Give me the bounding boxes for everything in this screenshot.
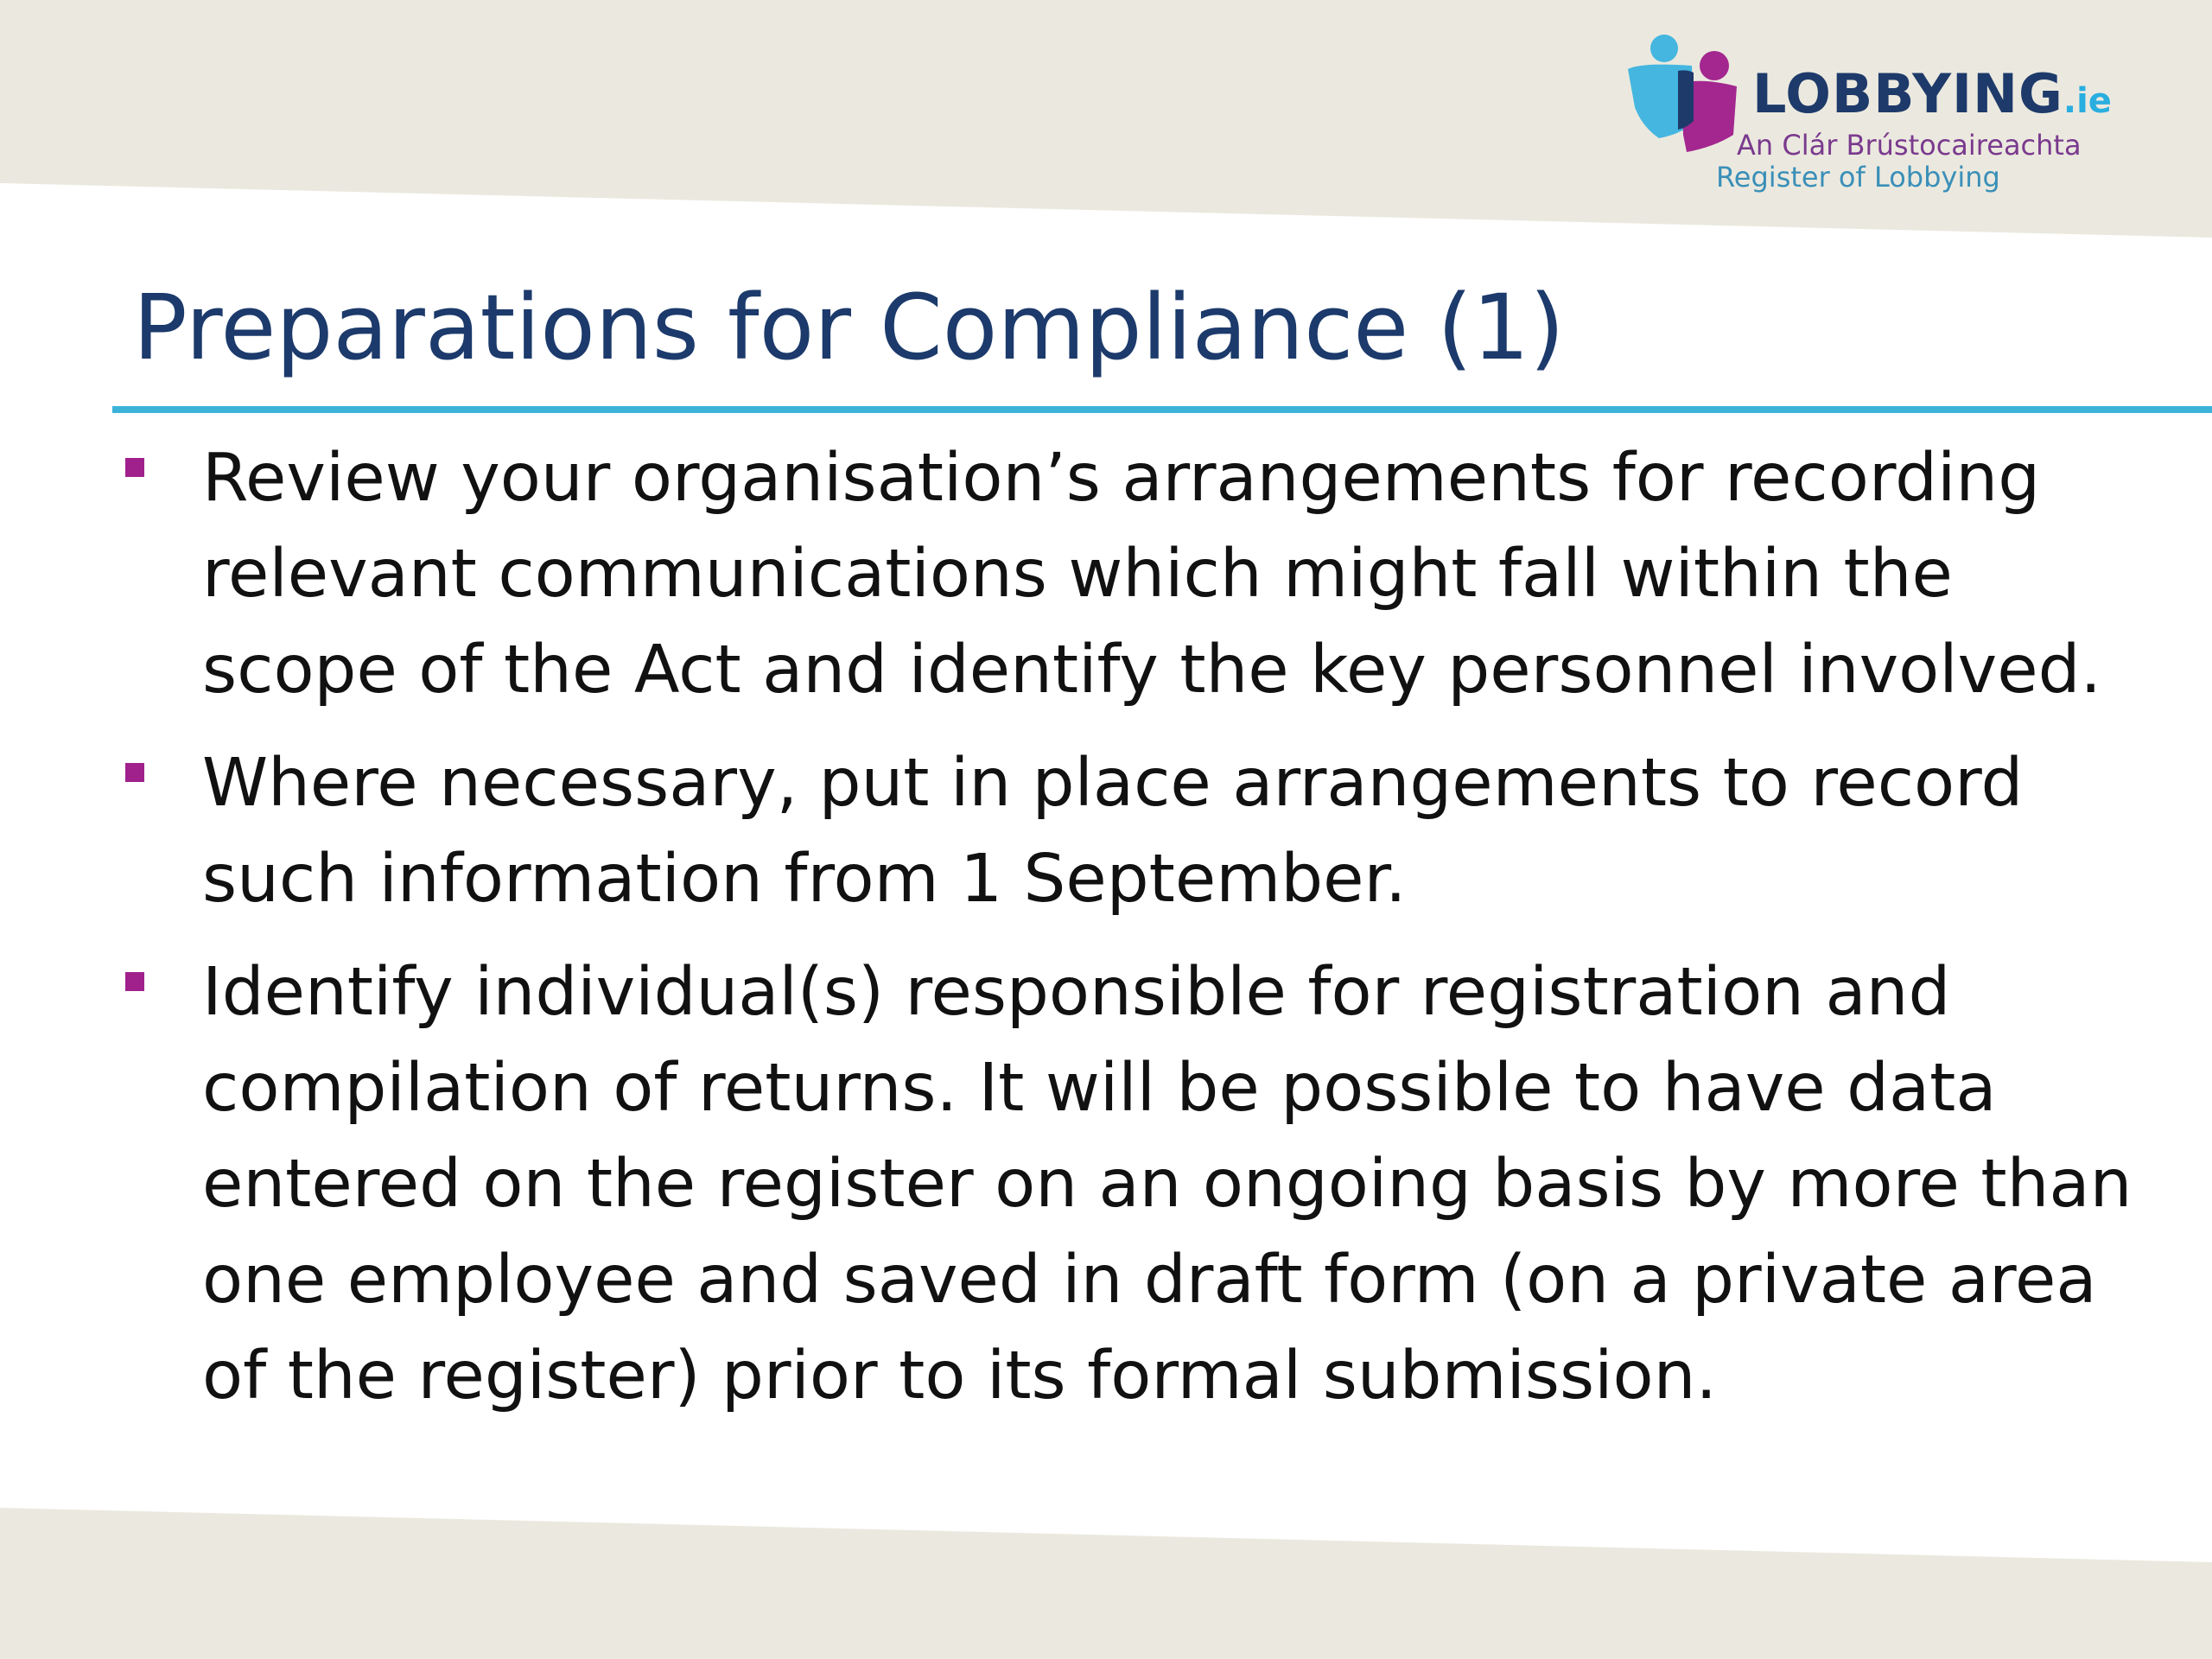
bullet-item <box>121 944 2134 1424</box>
bottom-band <box>0 1508 2212 1659</box>
bullet-text: Identify individual(s) responsible for registration and compilation of returns. It will be possible to have data entered on the register on an ongoing basis by more than one employee and saved in draft form (on a private area of the register) prior to its formal submission. <box>202 954 2133 1414</box>
purple-person-head <box>1700 51 1729 80</box>
navy-overlap <box>1678 70 1694 130</box>
square-bullet-icon <box>125 972 144 991</box>
logo-irish-name: An Clár Brústocaireachta <box>1737 129 2082 162</box>
bullet-item <box>121 735 2134 927</box>
square-bullet-icon <box>125 763 144 782</box>
logo-wordmark-suffix: .ie <box>2063 81 2112 121</box>
bullet-list <box>121 430 2134 1441</box>
logo-wordmark-main: LOBBYING <box>1752 62 2063 125</box>
slide-title: Preparations for Compliance (1) <box>133 275 1565 380</box>
square-bullet-icon <box>125 458 144 477</box>
title-divider <box>112 406 2212 413</box>
blue-person-head <box>1650 35 1678 62</box>
logo-wordmark <box>1752 62 2112 125</box>
bullet-text: Review your organisation’s arrangements for recording relevant communications which might fall within the scope of the Act and identify the key personnel involved. <box>202 440 2101 709</box>
logo-english-name: Register of Lobbying <box>1716 161 2000 194</box>
lobbying-logo <box>1624 31 2112 204</box>
bullet-text: Where necessary, put in place arrangements to record such information from 1 September. <box>202 745 2024 918</box>
bullet-item <box>121 430 2134 718</box>
